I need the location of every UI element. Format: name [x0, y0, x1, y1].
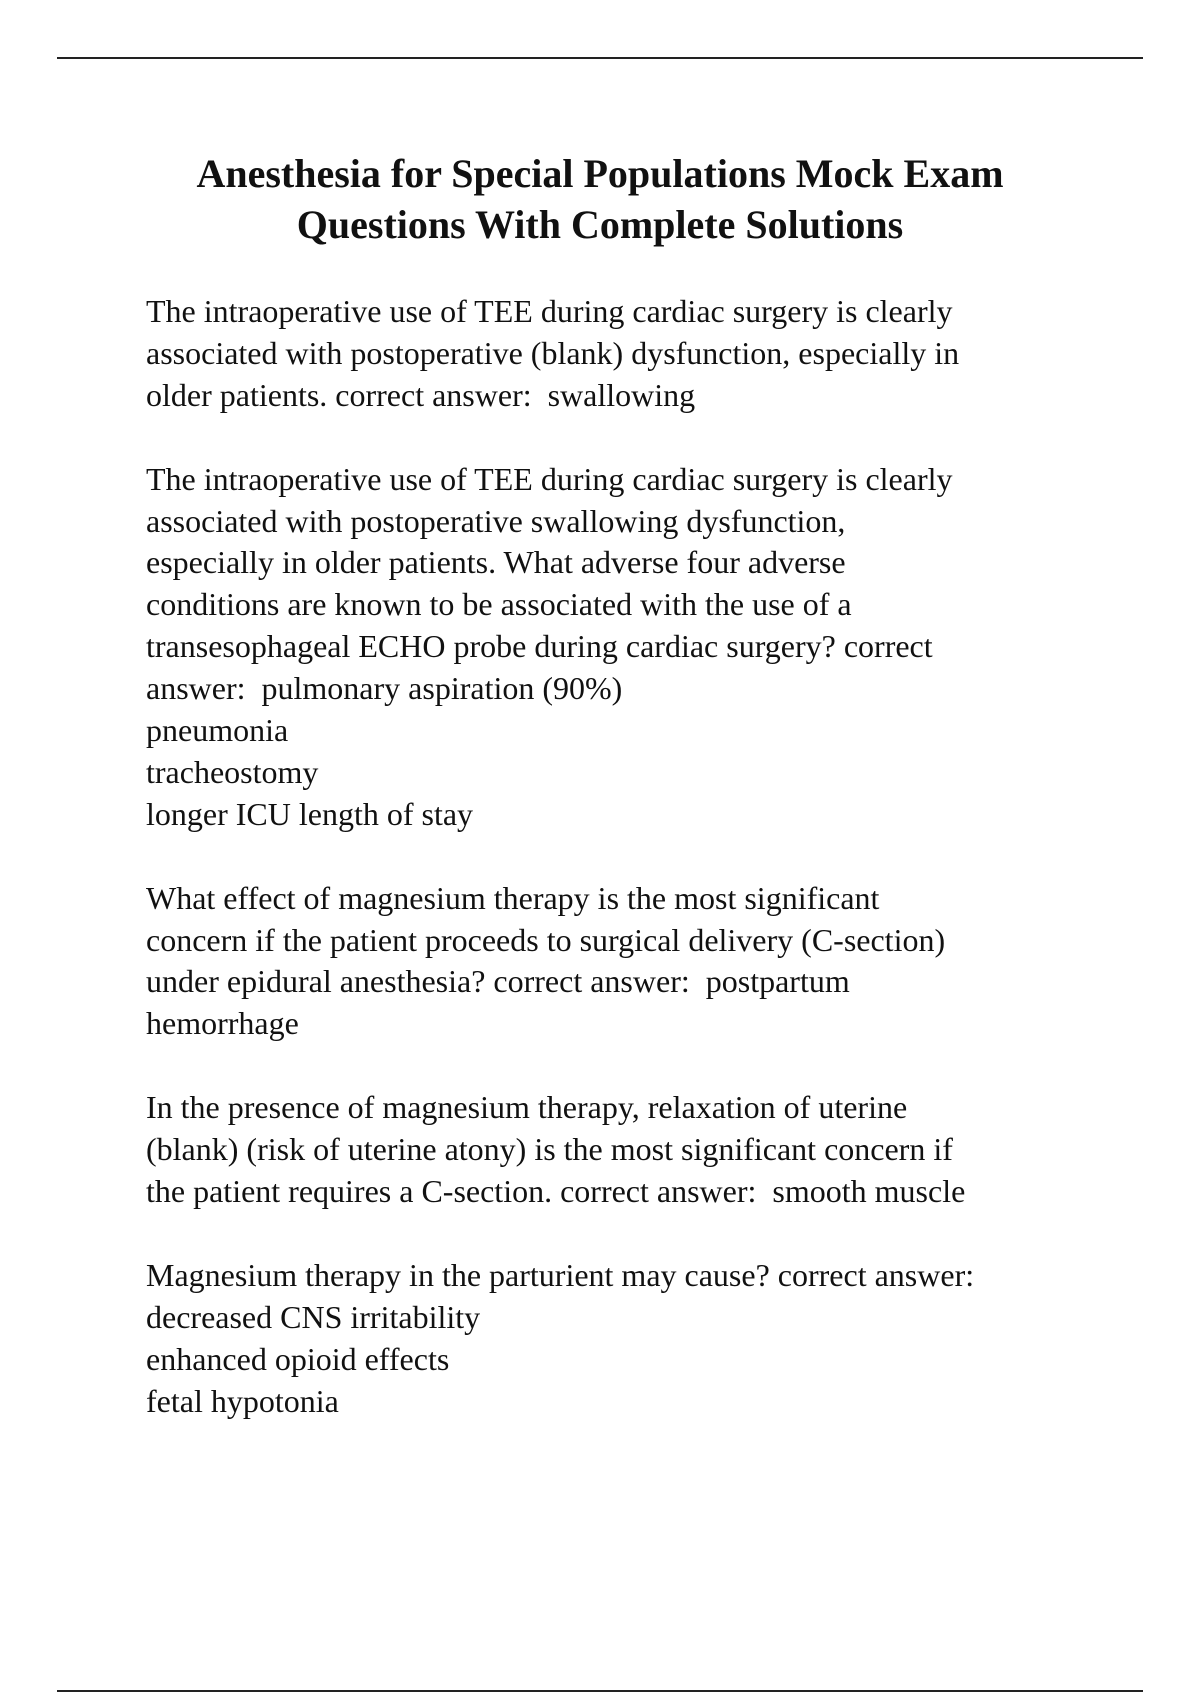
text-line: decreased CNS irritability [146, 1298, 481, 1335]
text-line: conditions are known to be associated with the use of a [146, 586, 852, 623]
qa-block-3 [146, 878, 1156, 1046]
document-body [146, 291, 1156, 1464]
text-line: answer: pulmonary aspiration (90%) [146, 670, 623, 707]
qa-block-1 [146, 291, 1156, 417]
text-line: transesophageal ECHO probe during cardiac surgery? correct [146, 628, 933, 665]
qa-block-4 [146, 1087, 1156, 1213]
text-line: fetal hypotonia [146, 1382, 339, 1419]
text-line: hemorrhage [146, 1005, 299, 1042]
qa-block-5 [146, 1255, 1156, 1423]
text-line: longer ICU length of stay [146, 795, 474, 832]
text-line: associated with postoperative (blank) dysfunction, especially in [146, 334, 960, 371]
text-line: pneumonia [146, 712, 289, 749]
text-line: Magnesium therapy in the parturient may cause? correct answer: [146, 1256, 975, 1293]
text-line: enhanced opioid effects [146, 1340, 450, 1377]
text-line: associated with postoperative swallowing dysfunction, [146, 502, 846, 539]
text-line: In the presence of magnesium therapy, relaxation of uterine [146, 1089, 908, 1126]
text-line: The intraoperative use of TEE during cardiac surgery is clearly [146, 293, 953, 329]
qa-block-2 [146, 459, 1156, 836]
text-line: (blank) (risk of uterine atony) is the most significant concern if [146, 1131, 953, 1168]
text-line: tracheostomy [146, 753, 319, 790]
footer-rule [57, 1690, 1143, 1692]
title-line-2: Questions With Complete Solutions [296, 202, 904, 247]
text-line: concern if the patient proceeds to surgical delivery (C-section) [146, 921, 946, 958]
text-line: especially in older patients. What adverse four adverse [146, 544, 846, 581]
text-line: under epidural anesthesia? correct answer: postpartum [146, 963, 850, 1000]
title-line-1: Anesthesia for Special Populations Mock Exam [196, 151, 1004, 196]
header-rule [57, 57, 1143, 59]
text-line: What effect of magnesium therapy is the most significant [146, 879, 880, 916]
text-line: older patients. correct answer: swallowing [146, 376, 696, 413]
text-line: The intraoperative use of TEE during cardiac surgery is clearly [146, 460, 953, 497]
text-line: the patient requires a C-section. correct answer: smooth muscle [146, 1172, 966, 1209]
page-title [100, 148, 1100, 250]
